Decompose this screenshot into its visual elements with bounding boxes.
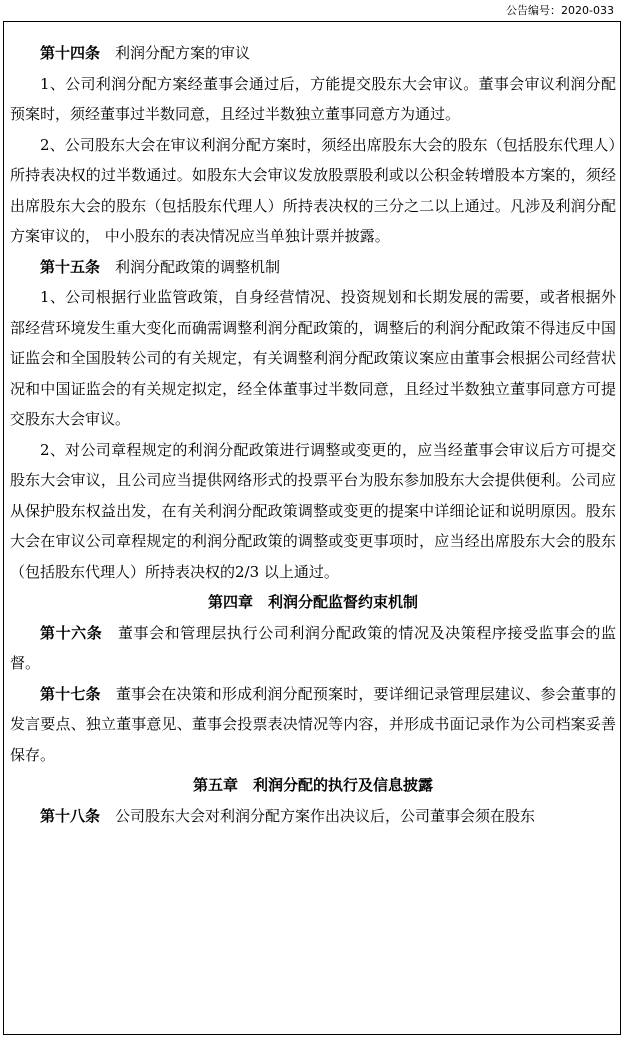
article-15-paragraph-1: 1、公司根据行业监管政策，自身经营情况、投资规划和长期发展的需要，或者根据外部经营环境发生重大变化而确需调整利润分配政策的，调整后的利润分配政策不得违反中国证监会和全国股转公司的有关规定，有关调整利润分配政策议案应由董事会根据公司经营状况和中国证监会的有关规定拟定，经全体董事过半数同意，且经过半数独立董事同意方可提交股东大会审议。 (10, 288, 616, 428)
article-17 (10, 679, 616, 771)
article-15-title: 第十五条 (40, 257, 101, 276)
article-17-text: 董事会在决策和形成利润分配预案时，要详细记录管理层建议、参会董事的发言要点、独立董事意见、董事会投票表决情况等内容，并形成书面记录作为公司档案妥善保存。 (10, 684, 616, 764)
document-body (10, 38, 616, 831)
article-18-text: 公司股东大会对利润分配方案作出决议后，公司董事会须在股东 (100, 806, 536, 825)
article-17-title: 第十七条 (40, 684, 101, 703)
chapter-5-heading: 第五章 利润分配的执行及信息披露 (192, 776, 433, 794)
article-14-heading (10, 38, 616, 69)
article-14-paragraph-2: 2、公司股东大会在审议利润分配方案时，须经出席股东大会的股东（包括股东代理人）所持表决权的过半数通过。如股东大会审议发放股票股利或以公积金转增股本方案的，须经出席股东大会的股东（包括股东代理人）所持表决权的三分之二以上通过。凡涉及利润分配方案审议的， 中小股东的表决情况应当单独计票并披露。 (10, 135, 616, 245)
page-header (0, 0, 626, 20)
chapter-4-heading: 第四章 利润分配监督约束机制 (207, 593, 418, 611)
article-18-title: 第十八条 (40, 806, 101, 825)
announcement-number: 公告编号：2020-033 (506, 4, 614, 17)
article-16-title: 第十六条 (40, 623, 103, 642)
article-14-title-text: 利润分配方案的审议 (100, 44, 251, 62)
article-15-paragraph-2: 2、对公司章程规定的利润分配政策进行调整或变更的，应当经董事会审议后方可提交股东大会审议，且公司应当提供网络形式的投票平台为股东参加股东大会提供便利。公司应从保护股东权益出发，在有关利润分配政策调整或变更的提案中详细论证和说明原因。股东大会在审议公司章程规定的利润分配政策的调整或变更事项时，应当经出席股东大会的股东（包括股东代理人）所持表决权的2/3 以上通过。 (10, 440, 616, 581)
article-18 (10, 801, 616, 832)
article-15-heading (10, 252, 616, 283)
article-14-paragraph-1: 1、公司利润分配方案经董事会通过后，方能提交股东大会审议。董事会审议利润分配预案时，须经董事过半数同意，且经过半数独立董事同意方为通过。 (10, 74, 616, 123)
article-16 (10, 618, 616, 679)
article-15-title-text: 利润分配政策的调整机制 (100, 257, 281, 276)
article-16-text: 董事会和管理层执行公司利润分配政策的情况及决策程序接受监事会的监督。 (10, 623, 616, 672)
article-14-title: 第十四条 (40, 44, 101, 62)
